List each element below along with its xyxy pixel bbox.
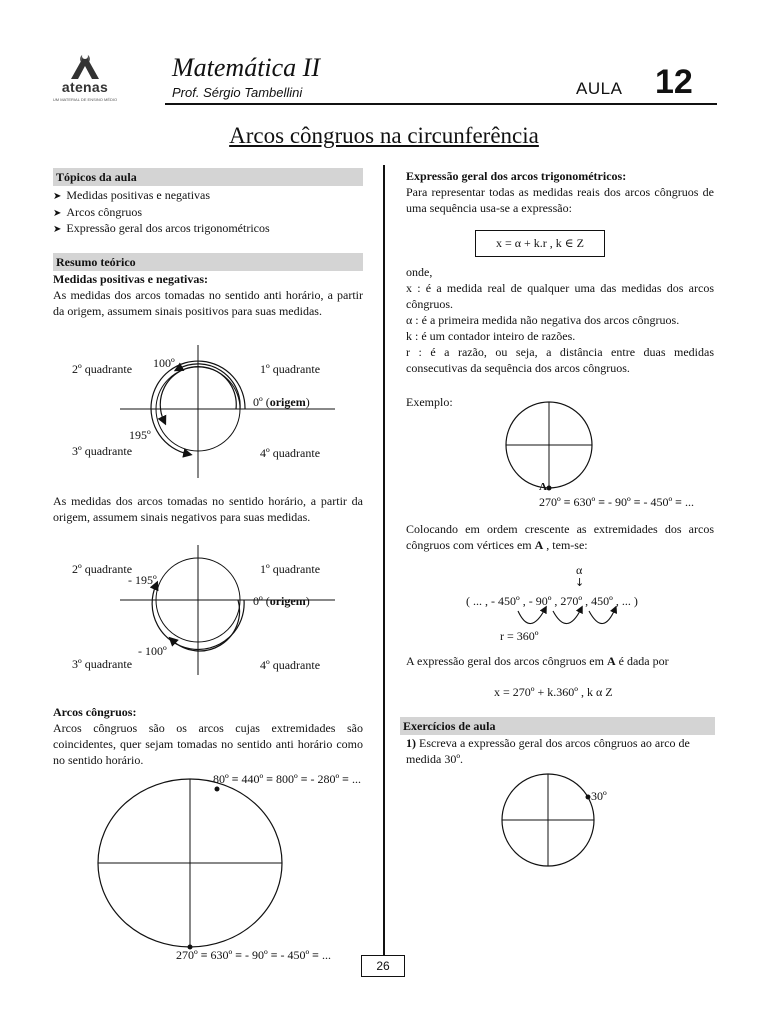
topic-item: ➤ Medidas positivas e negativas — [53, 187, 363, 204]
fig1-q2-label: 2º quadrante — [72, 362, 133, 376]
topics-header: Tópicos da aula — [53, 168, 363, 186]
fig2-q3-label: 3º quadrante — [72, 657, 133, 671]
logo-name: atenas — [61, 79, 109, 95]
topics-list — [53, 187, 363, 237]
aula-number: 12 — [655, 63, 693, 101]
general-in-A-text: A expressão geral dos arcos côngruos em A é dada por — [406, 654, 669, 668]
professor-name: Prof. Sérgio Tambellini — [172, 85, 303, 100]
example-point-A: A — [539, 481, 547, 493]
congruent-text: Arcos côngruos são os arcos cujas extremidades são coincidentes, quer sejam tomadas no sentido anti horário como no sentido horário. — [53, 721, 363, 767]
exercises-section — [400, 717, 715, 767]
course-title: Matemática II — [172, 53, 321, 82]
column-divider — [383, 165, 385, 955]
fig1-angle-195: 195º — [129, 428, 151, 442]
example-circle-diagram — [500, 405, 600, 495]
general-text: Para representar todas as medidas reais dos arcos côngruos de uma sequência usa-se a expressão: — [406, 185, 714, 215]
summary-header: Resumo teórico — [53, 253, 363, 271]
fig2-origin-label: 0º (origem) — [253, 594, 310, 608]
aula-label: AULA — [576, 79, 623, 98]
example-label: Exemplo: — [406, 395, 453, 409]
ordering-text: Colocando em ordem crescente as extremidades dos arcos côngruos com vértices em A , tem-se: — [406, 522, 714, 552]
congruent-title: Arcos côngruos: — [53, 705, 137, 719]
fig1-q3-label: 3º quadrante — [72, 444, 133, 458]
exercise-angle-label: 30º — [591, 789, 607, 803]
exercise-1: 1) Escreva a expressão geral dos arcos côngruos ao arco de medida 30º. — [406, 736, 690, 766]
fig3-bottom-label: 270º ≡ 630º ≡ - 90º ≡ - 450º ≡ ... — [176, 948, 331, 962]
congruent-section — [53, 704, 363, 768]
fig2-q1-label: 1º quadrante — [260, 562, 321, 576]
definition-item: x : é a medida real de qualquer uma das medidas dos arcos côngruos. — [406, 281, 714, 311]
logo-icon — [68, 50, 102, 80]
negative-text: As medidas dos arcos tomadas no sentido horário, a partir da origem, assumem sinais negativos para suas medidas. — [53, 494, 363, 524]
down-arrow-icon: ↓ — [575, 576, 585, 589]
exercise-circle-diagram — [498, 778, 603, 868]
header-rule — [165, 103, 717, 105]
onde-label: onde, — [406, 265, 433, 279]
page-title: Arcos côngruos na circunferência — [229, 123, 539, 148]
congruent-sequence: ( ... , - 450º , - 90º , 270º , 450º , ... ) — [466, 594, 638, 608]
logo-tagline: UM MATERIAL DE ENSINO MÉDIO — [52, 96, 118, 102]
definition-item: α : é a primeira medida não negativa dos arcos côngruos. — [406, 313, 680, 327]
congruent-arcs-diagram — [95, 785, 295, 950]
fig2-angle-100: - 100º — [138, 644, 167, 658]
fig2-q2-label: 2º quadrante — [72, 562, 133, 576]
definition-item: k : é um contador inteiro de razões. — [406, 329, 576, 343]
topic-item: ➤ Expressão geral dos arcos trigonométricos — [53, 220, 363, 237]
topic-item: ➤ Arcos côngruos — [53, 204, 363, 221]
exercises-header: Exercícios de aula — [400, 717, 715, 735]
alpha-symbol: α — [576, 563, 583, 577]
positive-text: As medidas dos arcos tomadas no sentido anti horário, a partir da origem, assumem sinais positivos para suas medidas. — [53, 288, 363, 319]
fig2-angle-195: - 195º — [128, 573, 157, 587]
general-expression-section — [406, 168, 714, 216]
left-column-text — [53, 168, 363, 319]
ratio-label: r = 360º — [500, 629, 539, 643]
fig1-q4-label: 4º quadrante — [260, 446, 321, 460]
pos-neg-title: Medidas positivas e negativas: — [53, 271, 209, 286]
fig1-q1-label: 1º quadrante — [260, 362, 321, 376]
definitions — [406, 264, 714, 376]
atenas-logo — [50, 50, 120, 110]
general-formula-box: x = α + k.r , k ∈ Z — [475, 230, 605, 257]
fig2-q4-label: 4º quadrante — [260, 658, 321, 672]
fig1-origin-label: 0º (origem) — [253, 395, 310, 409]
page-number: 26 — [361, 955, 405, 977]
example-caption: 270º ≡ 630º ≡ - 90º ≡ - 450º ≡ ... — [539, 495, 694, 509]
general-title: Expressão geral dos arcos trigonométricos: — [406, 169, 627, 183]
general-in-A-formula: x = 270º + k.360º , k α Z — [494, 685, 613, 699]
fig3-top-label: 80º ≡ 440º ≡ 800º ≡ - 280º ≡ ... — [213, 772, 361, 786]
definition-item: r : é a razão, ou seja, a distância entre duas medidas consecutivas da sequência dos arcos côngruos. — [406, 345, 714, 375]
fig1-angle-100: 100º — [153, 356, 175, 370]
